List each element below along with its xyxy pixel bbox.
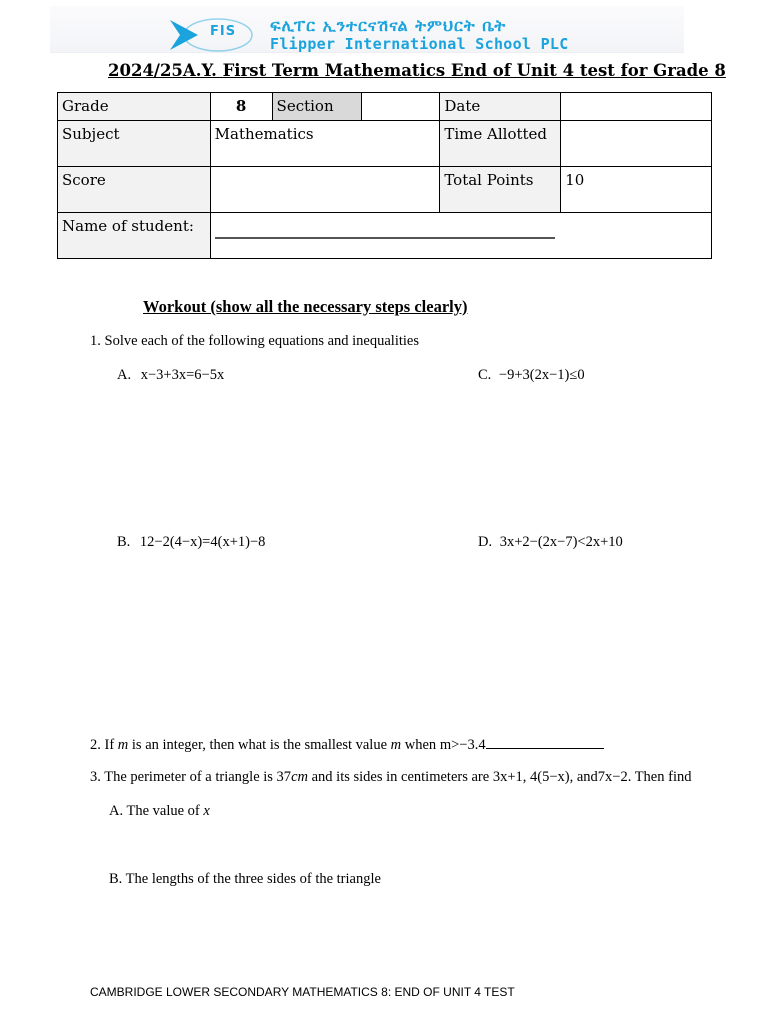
question-3a-var: x [203, 803, 210, 819]
question-1-text: 1. Solve each of the following equations and inequalities [90, 333, 419, 349]
question-2-condition: m>−3.4 [439, 737, 486, 753]
question-1a [117, 367, 224, 384]
question-2-middle: is an integer, then what is the smallest value [131, 737, 388, 753]
question-3a-text: A. The value of [109, 803, 200, 819]
score-label: Score [58, 167, 211, 213]
subject-value: Mathematics [210, 121, 440, 167]
date-value[interactable] [561, 93, 712, 121]
question-1a-expression: x−3+3x=6−5x [140, 367, 225, 383]
question-1c-expression: −9+3(2x−1)≤0 [498, 367, 585, 383]
question-3-sides: 3x+1, 4(5−x), and7x−2 [492, 769, 628, 785]
time-allotted-value[interactable] [561, 121, 712, 167]
question-2-var2: m [390, 737, 402, 753]
workout-heading: Workout (show all the necessary steps clearly) [143, 297, 468, 316]
school-name-amharic: ፍሊፐር ኢንተርናሽናል ትምህርት ቤት [270, 16, 507, 35]
question-3-text-3: . Then find [627, 769, 692, 785]
question-2-when: when [404, 737, 437, 753]
section-value[interactable] [362, 93, 440, 121]
question-1c [478, 367, 585, 384]
question-3-unit: cm [291, 769, 308, 785]
total-points-value: 10 [561, 167, 712, 213]
name-underline [215, 237, 555, 239]
subject-label: Subject [58, 121, 211, 167]
question-1b-expression: 12−2(4−x)=4(x+1)−8 [139, 534, 266, 550]
school-name-english: Flipper International School PLC [270, 35, 569, 53]
question-1d [478, 534, 623, 551]
student-name-field[interactable] [210, 213, 711, 259]
grade-label: Grade [58, 93, 211, 121]
time-allotted-label: Time Allotted [440, 121, 561, 167]
question-2-prefix: 2. If [90, 737, 115, 753]
logo-text: FIS [210, 24, 237, 39]
page-footer: CAMBRIDGE LOWER SECONDARY MATHEMATICS 8: END OF UNIT 4 TEST [90, 985, 515, 999]
question-1b [117, 534, 265, 551]
question-2-var: m [117, 737, 129, 753]
question-2 [90, 736, 604, 754]
student-name-label: Name of student: [58, 213, 211, 259]
school-banner [50, 6, 684, 53]
grade-value: 8 [210, 93, 272, 121]
test-title: 2024/25A.Y. First Term Mathematics End of Unit 4 test for Grade 8 [108, 61, 726, 80]
question-3b: B. The lengths of the three sides of the triangle [109, 871, 381, 887]
question-1a-label: A. [117, 367, 132, 383]
answer-blank[interactable] [486, 736, 604, 749]
section-label: Section [272, 93, 362, 121]
question-3-text-2: and its sides in centimeters are [311, 769, 490, 785]
question-1d-label: D. [478, 534, 493, 550]
score-value[interactable] [210, 167, 440, 213]
question-3a [109, 803, 210, 820]
question-3-text-1: 3. The perimeter of a triangle is 37 [90, 769, 292, 785]
student-info-table [57, 92, 712, 259]
question-1d-expression: 3x+2−(2x−7)<2x+10 [499, 534, 623, 550]
question-3 [90, 769, 691, 786]
question-1b-label: B. [117, 534, 131, 550]
question-1c-label: C. [478, 367, 492, 383]
date-label: Date [440, 93, 561, 121]
total-points-label: Total Points [440, 167, 561, 213]
